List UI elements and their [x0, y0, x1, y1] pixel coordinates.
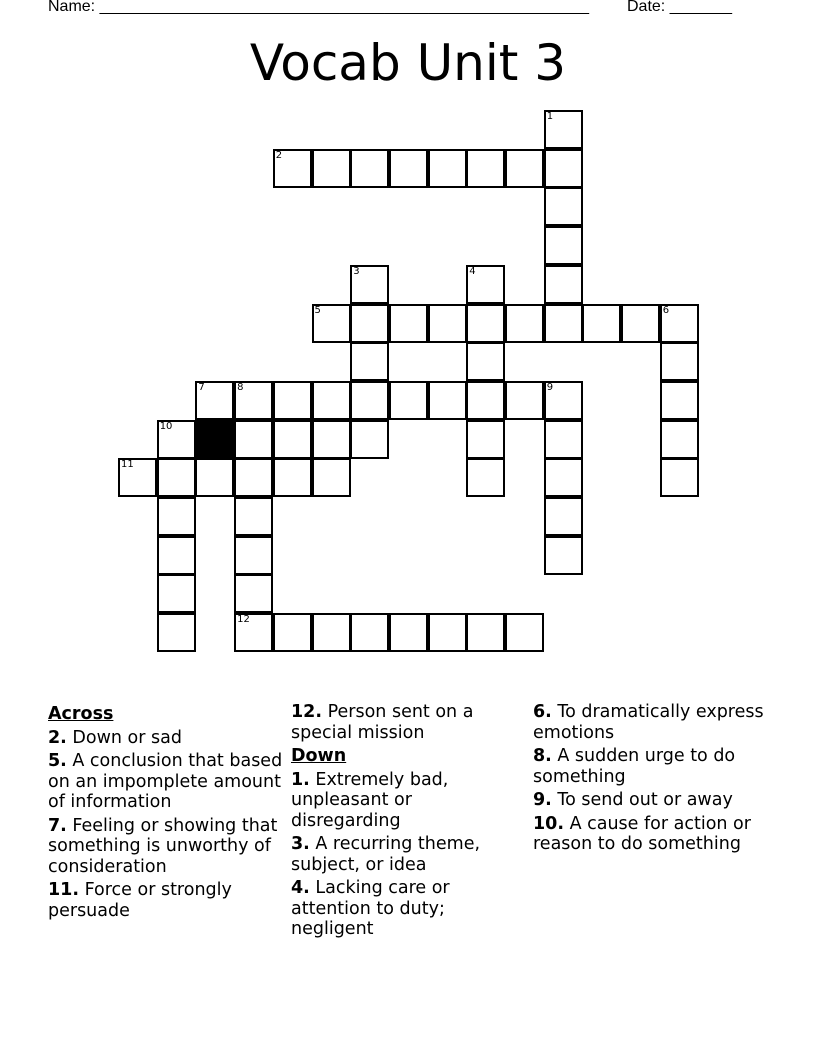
- crossword-cell[interactable]: [350, 304, 389, 343]
- crossword-cell[interactable]: [466, 265, 505, 304]
- crossword-cell[interactable]: [118, 458, 157, 497]
- across-clue: [291, 702, 527, 743]
- crossword-block: [195, 420, 234, 459]
- crossword-cell[interactable]: [466, 458, 505, 497]
- crossword-cell[interactable]: [350, 613, 389, 652]
- crossword-cell[interactable]: [350, 381, 389, 420]
- clue-text: To send out or away: [551, 790, 733, 810]
- crossword-cell[interactable]: [428, 613, 467, 652]
- crossword-cell[interactable]: [312, 149, 351, 188]
- crossword-cell[interactable]: [157, 420, 196, 459]
- crossword-cell[interactable]: [660, 342, 699, 381]
- down-clue: [291, 878, 527, 940]
- crossword-cell[interactable]: [505, 613, 544, 652]
- clue-text: A recurring theme, subject, or idea: [291, 834, 481, 875]
- date-field[interactable]: Date: _______: [627, 0, 732, 15]
- cell-number: 9: [546, 381, 554, 393]
- clue-text: Feeling or showing that something is unworthy of consideration: [48, 815, 278, 877]
- crossword-cell[interactable]: [466, 149, 505, 188]
- name-field[interactable]: Name: _______________________________________________________: [48, 0, 589, 15]
- crossword-cell[interactable]: [466, 420, 505, 459]
- crossword-cell[interactable]: [234, 420, 273, 459]
- down-clue: [533, 790, 769, 811]
- cell-number: 3: [353, 265, 360, 277]
- crossword-cell[interactable]: [389, 149, 428, 188]
- crossword-cell[interactable]: [157, 497, 196, 536]
- crossword-cell[interactable]: [428, 149, 467, 188]
- crossword-cell[interactable]: [195, 458, 234, 497]
- clue-number: 5.: [48, 751, 67, 771]
- crossword-cell[interactable]: [312, 613, 351, 652]
- clue-number: 7.: [48, 815, 67, 836]
- crossword-cell[interactable]: [234, 381, 273, 420]
- clue-number: 12.: [291, 702, 323, 722]
- clue-number: 10.: [533, 813, 565, 834]
- across-clue: [48, 816, 284, 878]
- down-clue: [291, 834, 527, 875]
- crossword-cell[interactable]: [157, 536, 196, 575]
- across-clue: [48, 751, 284, 813]
- crossword-cell[interactable]: [660, 381, 699, 420]
- crossword-cell[interactable]: [234, 458, 273, 497]
- crossword-cell[interactable]: [312, 304, 351, 343]
- crossword-cell[interactable]: [505, 149, 544, 188]
- crossword-cell[interactable]: [505, 304, 544, 343]
- clue-text: A cause for action or reason to do something: [533, 813, 751, 854]
- clue-text: Force or strongly persuade: [48, 880, 232, 921]
- crossword-cell[interactable]: [544, 226, 583, 265]
- crossword-cell[interactable]: [350, 265, 389, 304]
- clue-number: 4.: [291, 878, 310, 898]
- crossword-cell[interactable]: [234, 497, 273, 536]
- clue-number: 6.: [533, 702, 552, 722]
- crossword-cell[interactable]: [466, 613, 505, 652]
- crossword-cell[interactable]: [234, 536, 273, 575]
- crossword-cell[interactable]: [544, 458, 583, 497]
- down-clue: [533, 814, 769, 855]
- clue-text: Person sent on a special mission: [291, 702, 474, 743]
- crossword-cell[interactable]: [466, 342, 505, 381]
- cell-number: 8: [237, 381, 244, 393]
- clue-column-3: [533, 702, 769, 858]
- crossword-cell[interactable]: [660, 420, 699, 459]
- clue-text: Extremely bad, unpleasant or disregarding: [291, 769, 449, 831]
- crossword-cell[interactable]: [312, 420, 351, 459]
- crossword-cell[interactable]: [544, 149, 583, 188]
- crossword-cell[interactable]: [389, 613, 428, 652]
- clue-number: 3.: [291, 834, 310, 854]
- clue-text: Lacking care or attention to duty; negligent: [291, 878, 450, 939]
- clue-text: A conclusion that based on an impomplete amount of information: [48, 751, 283, 812]
- clue-column-1: [48, 702, 284, 924]
- crossword-cell[interactable]: [660, 304, 699, 343]
- crossword-cell[interactable]: [466, 304, 505, 343]
- across-heading: Across: [48, 704, 114, 724]
- clue-column-2: [291, 702, 527, 943]
- crossword-cell[interactable]: [544, 536, 583, 575]
- crossword-cell[interactable]: [544, 265, 583, 304]
- clue-number: 9.: [533, 790, 552, 810]
- down-clue: [533, 702, 769, 743]
- crossword-cell[interactable]: [544, 497, 583, 536]
- crossword-cell[interactable]: [350, 149, 389, 188]
- crossword-cell[interactable]: [312, 381, 351, 420]
- crossword-cell[interactable]: [466, 381, 505, 420]
- clue-text: A sudden urge to do something: [533, 746, 736, 787]
- cell-number: 10: [159, 420, 173, 432]
- crossword-cell[interactable]: [428, 304, 467, 343]
- crossword-cell[interactable]: [273, 458, 312, 497]
- crossword-cell[interactable]: [195, 381, 234, 420]
- crossword-cell[interactable]: [273, 420, 312, 459]
- crossword-cell[interactable]: [621, 304, 660, 343]
- cell-number: 11: [121, 459, 134, 471]
- across-clue: [48, 728, 284, 749]
- crossword-cell[interactable]: [544, 420, 583, 459]
- clue-number: 1.: [291, 769, 310, 790]
- crossword-cell[interactable]: [428, 381, 467, 420]
- clue-text: To dramatically express emotions: [533, 702, 764, 743]
- clue-number: 11.: [48, 880, 80, 900]
- cell-number: 2: [275, 149, 283, 161]
- crossword-cell[interactable]: [582, 304, 621, 343]
- crossword-cell[interactable]: [389, 381, 428, 420]
- crossword-cell[interactable]: [157, 458, 196, 497]
- crossword-cell[interactable]: [350, 342, 389, 381]
- crossword-cell[interactable]: [312, 458, 351, 497]
- clue-number: 8.: [533, 746, 552, 766]
- clue-text: Down or sad: [66, 727, 182, 748]
- crossword-cell[interactable]: [157, 613, 196, 652]
- crossword-cell[interactable]: [350, 420, 389, 459]
- clue-number: 2.: [48, 727, 67, 748]
- crossword-cell[interactable]: [505, 381, 544, 420]
- cell-number: 12: [237, 614, 250, 626]
- across-clue: [48, 880, 284, 921]
- cell-number: 1: [546, 111, 554, 122]
- crossword-cell[interactable]: [544, 110, 583, 149]
- crossword-cell[interactable]: [273, 149, 312, 188]
- crossword-cell[interactable]: [273, 613, 312, 652]
- down-clue: [533, 746, 769, 787]
- down-clue: [291, 770, 527, 832]
- crossword-cell[interactable]: [273, 381, 312, 420]
- crossword-cell[interactable]: [157, 574, 196, 613]
- cell-number: 4: [469, 265, 476, 277]
- crossword-cell[interactable]: [389, 304, 428, 343]
- crossword-cell[interactable]: [544, 304, 583, 343]
- crossword-cell[interactable]: [544, 381, 583, 420]
- down-heading: Down: [291, 746, 347, 766]
- cell-number: 6: [662, 304, 670, 316]
- page-title: Vocab Unit 3: [249, 34, 567, 92]
- cell-number: 5: [314, 304, 321, 316]
- crossword-cell[interactable]: [234, 574, 273, 613]
- crossword-cell[interactable]: [544, 187, 583, 226]
- crossword-cell[interactable]: [660, 458, 699, 497]
- crossword-cell[interactable]: [234, 613, 273, 652]
- cell-number: 7: [198, 381, 205, 393]
